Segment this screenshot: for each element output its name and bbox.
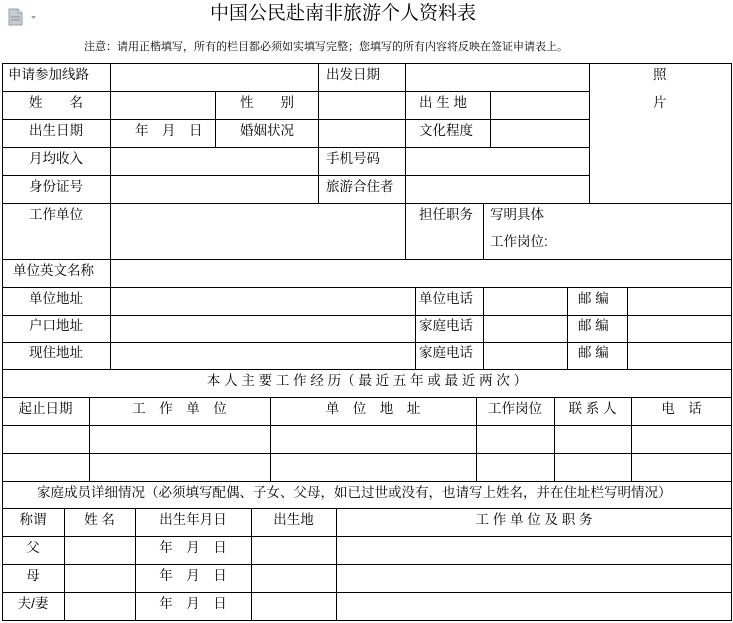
column-header: 联 系 人 <box>568 401 617 416</box>
relation-cell: 母 <box>26 568 40 583</box>
home-phone-label: 家庭电话 <box>419 318 473 333</box>
job-post-label: 工作岗位: <box>490 234 548 249</box>
income-label: 月均收入 <box>29 151 83 166</box>
postcode-label: 邮 编 <box>578 318 609 333</box>
employer-label: 工作单位 <box>29 207 83 222</box>
page-title: 中国公民赴南非旅游个人资料表 <box>210 3 477 24</box>
photo-label-1: 照 <box>653 67 667 82</box>
column-header: 称谓 <box>19 512 47 527</box>
document-icon <box>6 8 48 26</box>
column-header: 电 话 <box>661 401 702 416</box>
marital-label: 婚姻状况 <box>240 123 294 138</box>
specify-label: 写明具体 <box>490 207 544 222</box>
column-header: 工作岗位 <box>488 401 542 416</box>
current-address-label: 现住地址 <box>29 345 83 360</box>
relation-cell: 父 <box>26 540 40 555</box>
education-label: 文化程度 <box>419 123 473 138</box>
employer-address-label: 单位地址 <box>29 291 83 306</box>
relation-cell: 夫/妻 <box>17 596 49 611</box>
column-header: 起止日期 <box>18 401 73 416</box>
fill-notice: 注意：请用正楷填写，所有的栏目都必须如实填写完整；您填写的所有内容将反映在签证申请表上。 <box>84 41 568 53</box>
column-header: 出生地 <box>273 512 314 527</box>
employer-en-label: 单位英文名称 <box>13 263 94 278</box>
name-label: 姓 名 <box>29 95 83 110</box>
birthdate-label: 出生日期 <box>29 123 83 138</box>
birthdate-format: 年 月 日 <box>135 123 203 138</box>
companion-label: 旅游合住者 <box>326 179 394 194</box>
column-header: 工 作 单 位 <box>132 401 227 416</box>
id-number-label: 身份证号 <box>29 179 83 194</box>
date-format-cell: 年 月 日 <box>159 540 227 555</box>
departure-date-label: 出发日期 <box>326 67 380 82</box>
postcode-label: 邮 编 <box>578 291 609 306</box>
postcode-label: 邮 编 <box>578 345 609 360</box>
photo-label-2: 片 <box>653 95 667 110</box>
birthplace-label: 出 生 地 <box>419 95 468 110</box>
office-phone-label: 单位电话 <box>419 291 473 306</box>
gender-label: 性 别 <box>240 95 294 110</box>
household-address-label: 户口地址 <box>29 318 83 333</box>
family-heading: 家庭成员详细情况（必须填写配偶、子女、父母，如已过世或没有，也请写上姓名，并在住址栏写明情况） <box>37 485 672 500</box>
column-header: 单 位 地 址 <box>325 401 421 416</box>
mobile-label: 手机号码 <box>326 151 380 166</box>
route-label: 申请参加线路 <box>8 67 89 82</box>
position-label: 担任职务 <box>419 207 473 222</box>
column-header: 出生年月日 <box>159 512 227 527</box>
date-format-cell: 年 月 日 <box>159 596 227 611</box>
date-format-cell: 年 月 日 <box>159 568 227 583</box>
work-history-heading: 本 人 主 要 工 作 经 历（ 最 近 五 年 或 最 近 两 次 ） <box>206 373 528 388</box>
column-header: 工 作 单 位 及 职 务 <box>475 512 593 527</box>
column-header: 姓 名 <box>84 512 115 527</box>
home-phone-label: 家庭电话 <box>419 345 473 360</box>
